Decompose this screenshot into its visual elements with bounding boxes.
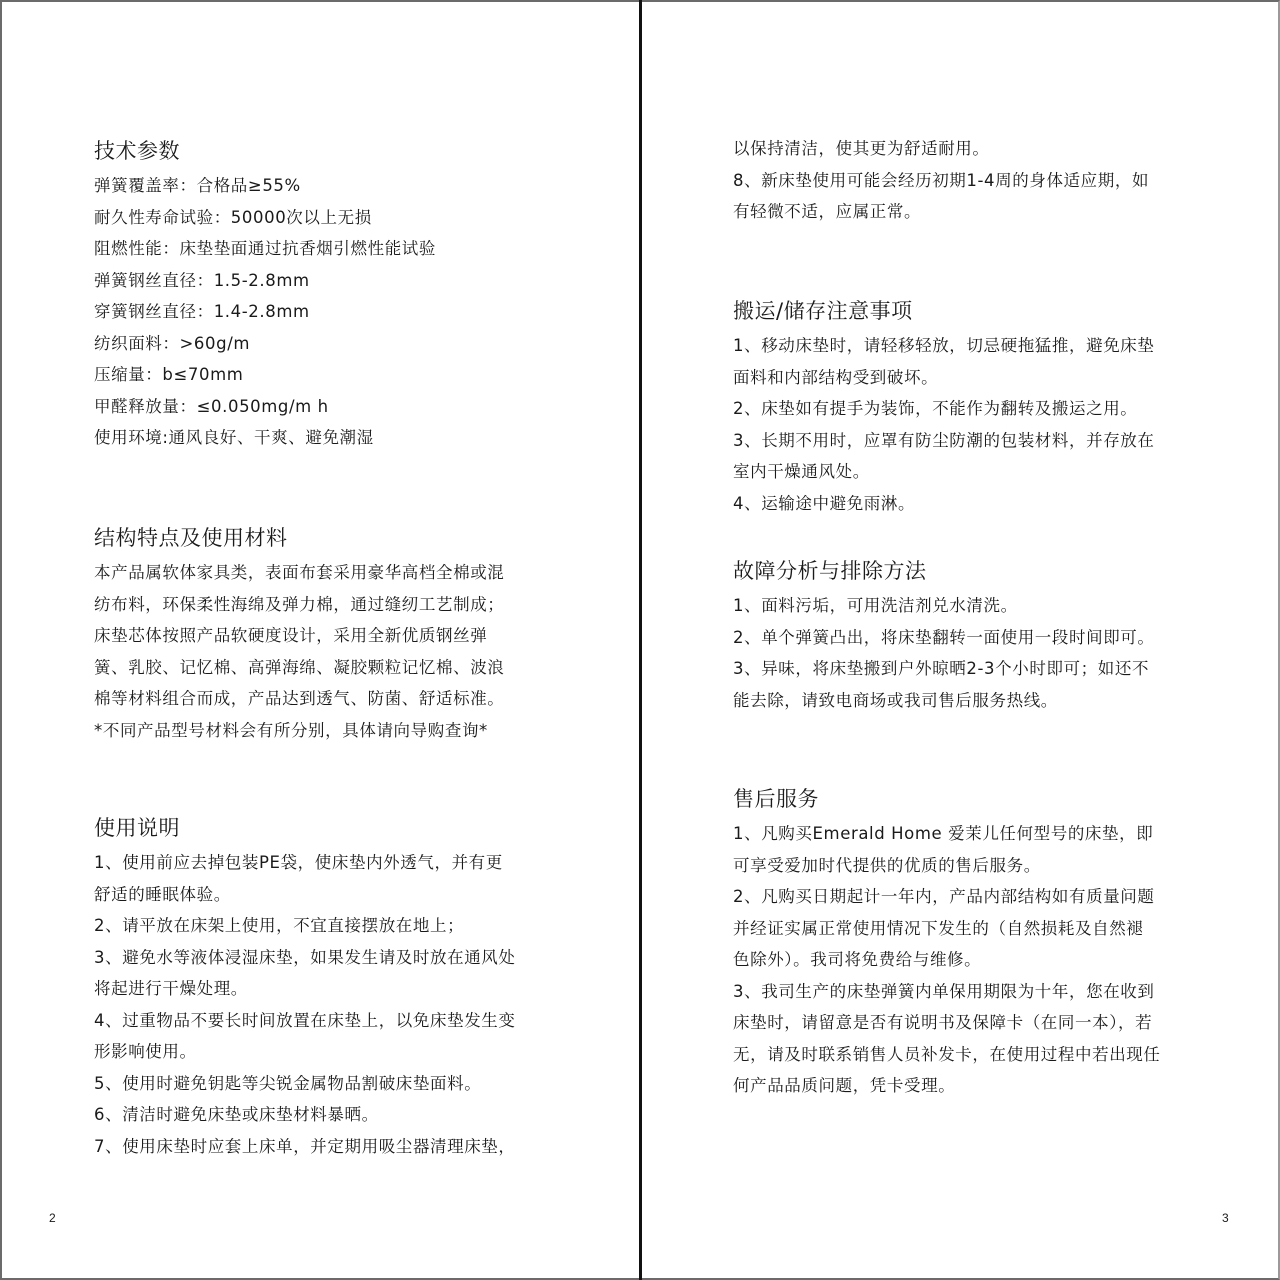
- body-line: 4、运输途中避免雨淋。: [733, 493, 916, 513]
- body-line: 2、请平放在床架上使用，不宜直接摆放在地上；: [94, 916, 465, 935]
- body-line: 3、长期不用时，应罩有防尘防潮的包装材料，并存放在: [733, 430, 1155, 450]
- left-page: [0, 0, 639, 1280]
- section-structure: [94, 523, 564, 746]
- spec-line: 弹簧覆盖率：合格品≥55%: [94, 176, 301, 195]
- spec-line: 弹簧钢丝直径：1.5-2.8mm: [94, 270, 310, 290]
- body-line: 4、过重物品不要长时间放置在床垫上，以免床垫发生变: [94, 1010, 516, 1030]
- spec-line: 纺织面料：>60g/m: [94, 333, 251, 353]
- body-line: 纺布料，环保柔性海绵及弹力棉，通过缝纫工艺制成；: [94, 594, 505, 614]
- spec-line: 穿簧钢丝直径：1.4-2.8mm: [94, 302, 310, 321]
- body-line: 室内干燥通风处。: [733, 462, 870, 481]
- spec-line: 甲醛释放量：≤0.050mg/m h: [94, 396, 329, 416]
- body-line: 3、我司生产的床垫弹簧内单保用期限为十年，您在收到: [733, 981, 1155, 1001]
- section-tech-params: [94, 136, 564, 454]
- spec-line: 耐久性寿命试验：50000次以上无损: [94, 207, 372, 227]
- body-line: 能去除，请致电商场或我司售后服务热线。: [733, 690, 1058, 710]
- body-line: 并经证实属正常使用情况下发生的（自然损耗及自然褪: [733, 918, 1144, 938]
- right-page: [641, 0, 1280, 1280]
- section-transport: [733, 296, 1203, 519]
- body-line: 有轻微不适，应属正常。: [733, 202, 922, 221]
- body-line: 2、凡购买日期起计一年内，产品内部结构如有质量问题: [733, 887, 1155, 906]
- section-title: 使用说明: [94, 816, 180, 840]
- body-line: 2、单个弹簧凸出，将床垫翻转一面使用一段时间即可。: [733, 627, 1155, 647]
- body-line: 1、凡购买Emerald Home 爱茉儿任何型号的床垫，即: [733, 824, 1154, 843]
- body-line: 1、面料污垢，可用洗洁剂兑水清洗。: [733, 596, 1018, 615]
- body-line: 以保持清洁，使其更为舒适耐用。: [733, 139, 990, 158]
- spec-line: 压缩量：b≤70mm: [94, 365, 244, 384]
- body-line: 本产品属软体家具类，表面布套采用豪华高档全棉或混: [94, 563, 505, 582]
- section-title: 故障分析与排除方法: [733, 559, 927, 583]
- body-line: 8、新床垫使用可能会经历初期1-4周的身体适应期，如: [733, 170, 1150, 190]
- section-title: 技术参数: [94, 139, 180, 163]
- body-line: 1、移动床垫时，请轻移轻放，切忌硬拖猛推，避免床垫: [733, 336, 1155, 355]
- section-after-sales: [733, 784, 1203, 1102]
- page-number: 2: [49, 1211, 56, 1225]
- body-line: 簧、乳胶、记忆棉、高弹海绵、凝胶颗粒记忆棉、波浪: [94, 657, 505, 677]
- spec-line: 阻燃性能：床垫垫面通过抗香烟引燃性能试验: [94, 239, 436, 258]
- body-line: 3、异味，将床垫搬到户外晾晒2-3个小时即可；如还不: [733, 659, 1150, 678]
- section-troubleshooting: [733, 556, 1203, 716]
- body-line: 将起进行干燥处理。: [94, 979, 248, 998]
- body-line: 6、清洁时避免床垫或床垫材料暴晒。: [94, 1105, 379, 1124]
- body-line: 何产品品质问题，凭卡受理。: [733, 1076, 956, 1095]
- body-line: 1、使用前应去掉包装PE袋，使床垫内外透气，并有更: [94, 853, 503, 872]
- body-line: 5、使用时避免钥匙等尖锐金属物品割破床垫面料。: [94, 1073, 482, 1093]
- body-line: 3、避免水等液体浸湿床垫，如果发生请及时放在通风处: [94, 947, 516, 967]
- body-line: *不同产品型号材料会有所分别，具体请向导购查询*: [94, 720, 488, 740]
- section-title: 结构特点及使用材料: [94, 526, 288, 550]
- body-line: 床垫时，请留意是否有说明书及保障卡（在同一本），若: [733, 1013, 1153, 1032]
- spec-line: 使用环境:通风良好、干爽、避免潮湿: [94, 428, 374, 447]
- body-line: 面料和内部结构受到破坏。: [733, 367, 939, 387]
- body-line: 7、使用床垫时应套上床单，并定期用吸尘器清理床垫，: [94, 1136, 516, 1156]
- body-line: 无，请及时联系销售人员补发卡，在使用过程中若出现任: [733, 1044, 1161, 1064]
- section-usage-continued: [733, 133, 1203, 228]
- page-number: 3: [1222, 1211, 1229, 1225]
- body-line: 舒适的睡眠体验。: [94, 884, 231, 904]
- section-usage: [94, 813, 564, 1162]
- body-line: 床垫芯体按照产品软硬度设计，采用全新优质钢丝弹: [94, 626, 488, 645]
- body-line: 色除外）。我司将免费给与维修。: [733, 950, 982, 969]
- section-title: 售后服务: [733, 787, 819, 811]
- body-line: 可享受爱加时代提供的优质的售后服务。: [733, 855, 1041, 875]
- body-line: 棉等材料组合而成，产品达到透气、防菌、舒适标准。: [94, 689, 505, 708]
- section-title: 搬运/储存注意事项: [733, 299, 913, 323]
- body-line: 2、床垫如有提手为装饰，不能作为翻转及搬运之用。: [733, 399, 1138, 418]
- body-line: 形影响使用。: [94, 1042, 197, 1061]
